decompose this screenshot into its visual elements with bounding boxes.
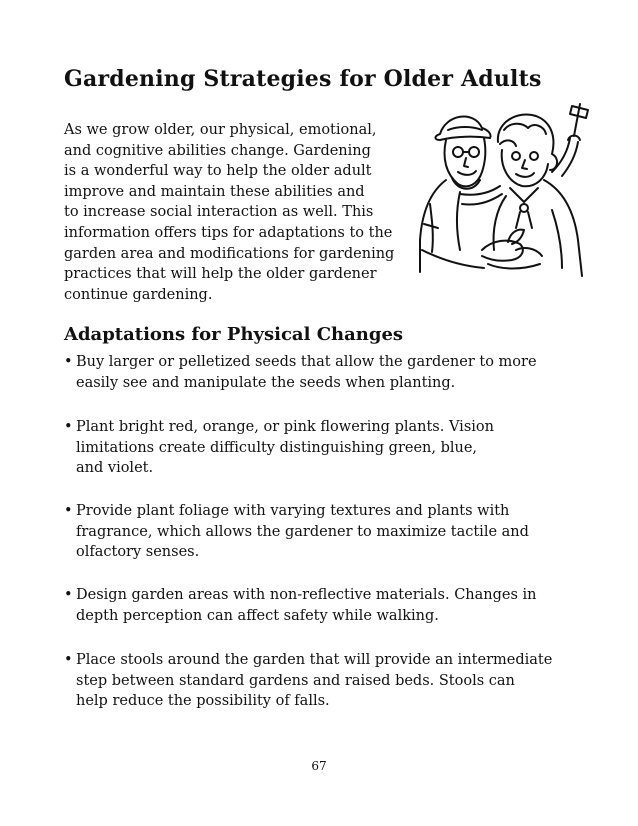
intro-line: information offers tips for adaptations to the	[64, 224, 393, 241]
bullet-text	[76, 585, 537, 626]
intro-paragraph	[64, 120, 409, 305]
bullet-text	[76, 352, 537, 393]
bullet-line: Place stools around the garden that will provide an intermediate	[76, 652, 553, 668]
bullet-text	[76, 501, 529, 563]
bullet-line: fragrance, which allows the gardener to maximize tactile and	[76, 523, 529, 540]
intro-line: garden area and modifications for gardening	[64, 245, 395, 262]
bullet-marker: •	[64, 354, 73, 370]
bullet-line: step between standard gardens and raised beds. Stools can	[76, 672, 515, 689]
page-number: 67	[311, 759, 327, 773]
intro-line: and cognitive abilities change. Gardening	[64, 142, 371, 159]
intro-line: to increase social interaction as well. This	[64, 204, 374, 221]
bullet-line: depth perception can affect safety while walking.	[76, 607, 439, 624]
bullet-marker: •	[64, 652, 73, 668]
intro-line: As we grow older, our physical, emotional,	[64, 122, 377, 138]
intro-line: continue gardening.	[64, 286, 213, 303]
page-title: Gardening Strategies for Older Adults	[64, 66, 542, 92]
bullet-line: olfactory senses.	[76, 544, 200, 561]
bullet-marker: •	[64, 419, 73, 435]
intro-line: practices that will help the older gardener	[64, 266, 377, 283]
bullet-line: Provide plant foliage with varying textures and plants with	[76, 503, 510, 519]
bullet-line: limitations create difficulty distinguishing green, blue,	[76, 439, 478, 456]
bullet-text	[76, 650, 552, 712]
bullet-line: and violet.	[76, 460, 154, 477]
intro-line: improve and maintain these abilities and	[64, 183, 365, 200]
older-couple-gardening-illustration-icon	[412, 100, 592, 286]
bullet-line: help reduce the possibility of falls.	[76, 693, 330, 710]
bullet-marker: •	[64, 587, 73, 603]
bullet-line: Design garden areas with non-reflective materials. Changes in	[76, 587, 537, 603]
bullet-line: easily see and manipulate the seeds when planting.	[76, 374, 456, 391]
section-heading: Adaptations for Physical Changes	[64, 324, 404, 345]
bullet-line: Buy larger or pelletized seeds that allow the gardener to more	[76, 354, 537, 370]
intro-line: is a wonderful way to help the older adult	[64, 163, 372, 180]
bullet-text	[76, 417, 494, 479]
bullet-marker: •	[64, 503, 73, 519]
bullet-line: Plant bright red, orange, or pink flowering plants. Vision	[76, 419, 494, 435]
